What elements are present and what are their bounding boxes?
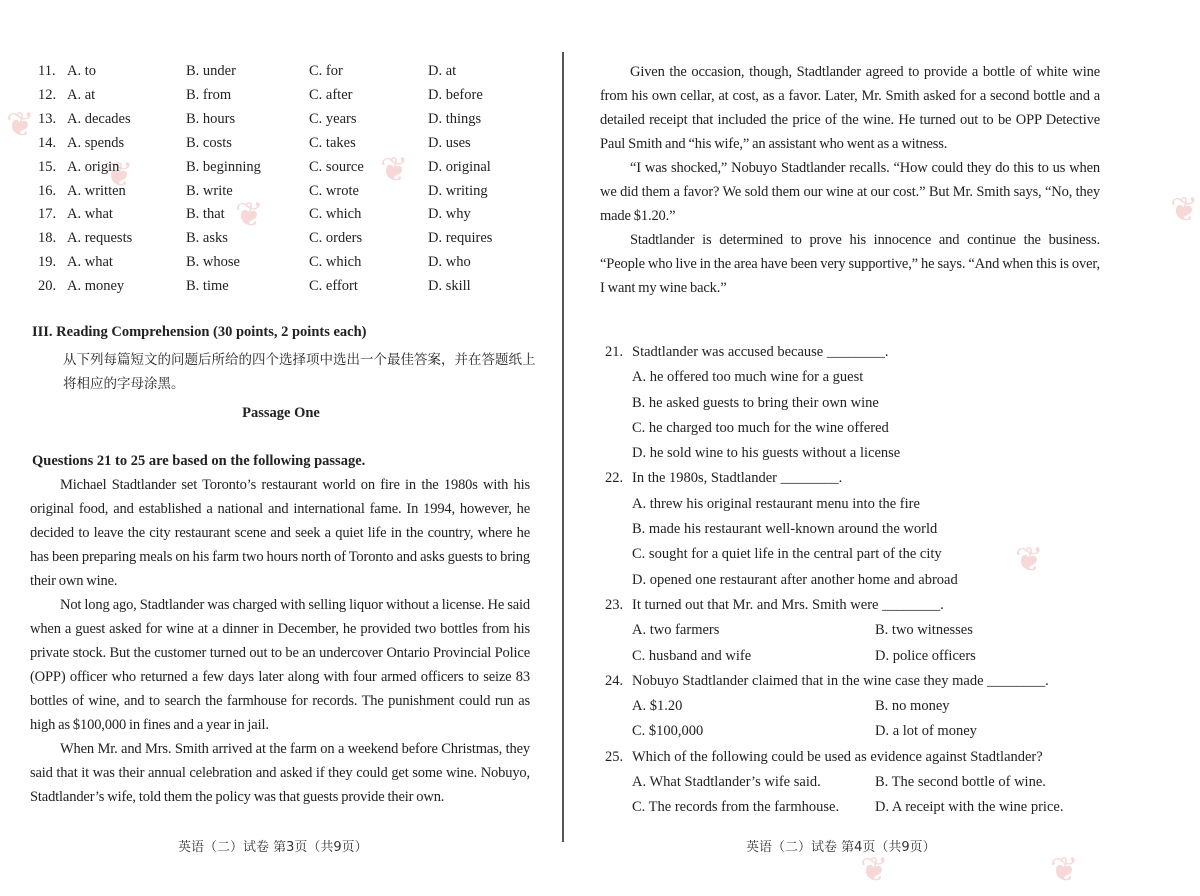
option-c[interactable]: C. which (309, 254, 362, 271)
question-22: 22. In the 1980s, Stadtlander ________. (605, 470, 843, 487)
option-a[interactable]: A. what (67, 206, 113, 223)
option[interactable]: C. $100,000 (632, 723, 704, 740)
question-25: 25. Which of the following could be used as evidence against Stadtlander? (605, 748, 1043, 765)
option[interactable]: B. made his restaurant well-known around the world (632, 521, 938, 538)
question-number: 12. (38, 86, 57, 103)
passage-left-column (30, 473, 530, 809)
passage-paragraph: Michael Stadtlander set Toronto’s restaurant world on fire in the 1980s with his original food, and established a national and international fame. In 1994, however, he decided to leave the city restaurant scene and seek a quiet life in the country, where he has been preparing meals on his farm two hours north of Toronto and asks guests to bring their own wine. (30, 477, 530, 589)
passage-title: Passage One (242, 405, 320, 421)
option[interactable]: D. a lot of money (875, 723, 977, 740)
option-a[interactable]: A. requests (67, 230, 133, 247)
passage-paragraph: When Mr. and Mrs. Smith arrived at the farm on a weekend before Christmas, they said that it was their annual celebration and asked if they could get some wine. Nobuyo, Stadtlander’s wife, told them the policy was that guests provide their own. (30, 741, 530, 805)
question-number: 11. (38, 63, 56, 79)
option[interactable]: A. he offered too much wine for a guest (632, 369, 864, 386)
option-b[interactable]: B. whose (186, 254, 240, 271)
option-d[interactable]: D. original (428, 158, 491, 175)
option-c[interactable]: C. which (309, 206, 362, 223)
option-a[interactable]: A. spends (67, 134, 125, 151)
option-d[interactable]: D. before (428, 86, 483, 103)
passage-paragraph: Given the occasion, though, Stadtlander agreed to provide a bottle of white wine from his own cellar, at cost, as a favor. Later, Mr. Smith asked for a second bottle and a detailed receipt that included the price of the wine. He turned out to be OPP Detective Paul Smith and “his wife,” an assistant who went as a witness. (600, 64, 1100, 152)
option-a[interactable]: A. origin (67, 158, 120, 175)
option-a[interactable]: A. at (67, 86, 96, 103)
passage-paragraph: Not long ago, Stadtlander was charged with selling liquor without a license. He said when a guest asked for wine at a dinner in December, he provided two bottles from his private stock. But the customer turned out to be an undercover Ontario Provincial Police (OPP) officer who returned a few days later along with four armed officers to seize 83 bottles of wine, and to search the farmhouse for records. The punishment could run as high as $100,000 in fines and a year in jail. (30, 597, 530, 733)
option[interactable]: C. husband and wife (632, 647, 752, 664)
section-instruction: 从下列每篇短文的问题后所给的四个选择项中选出一个最佳答案，并在答题纸上 (63, 352, 536, 368)
option[interactable]: C. he charged too much for the wine offered (632, 419, 889, 436)
option-d[interactable]: D. requires (428, 230, 493, 247)
option-d[interactable]: D. things (428, 110, 482, 127)
option-b[interactable]: B. hours (186, 110, 236, 127)
option-c[interactable]: C. for (309, 63, 343, 79)
watermark-icon: ❦ (105, 157, 134, 194)
watermark-icon: ❦ (860, 852, 889, 889)
question-23: 23. It turned out that Mr. and Mrs. Smith were ________. (605, 596, 944, 613)
watermark-icon: ❦ (380, 152, 409, 189)
question-number: 15. (38, 158, 57, 175)
option-c[interactable]: C. orders (309, 230, 363, 247)
option[interactable]: D. police officers (875, 647, 976, 664)
option-c[interactable]: C. effort (309, 278, 358, 295)
option-b[interactable]: B. beginning (186, 158, 261, 175)
page-footer-left: 英语（二）试卷 第3页（共9页） (178, 840, 368, 855)
option-d[interactable]: D. why (428, 206, 471, 223)
option-d[interactable]: D. writing (428, 182, 488, 199)
question-list (605, 340, 1100, 821)
option-b[interactable]: B. time (186, 278, 229, 295)
question-number: 19. (38, 254, 57, 271)
option-d[interactable]: D. who (428, 254, 471, 271)
option[interactable]: D. A receipt with the wine price. (875, 799, 1064, 816)
page-divider (562, 52, 564, 842)
option[interactable]: A. $1.20 (632, 698, 683, 715)
section-instruction: 将相应的字母涂黑。 (63, 376, 185, 392)
option-b[interactable]: B. from (186, 86, 232, 103)
watermark-icon: ❦ (235, 197, 264, 234)
option-a[interactable]: A. decades (67, 110, 131, 127)
option-c[interactable]: C. takes (309, 134, 356, 151)
option-b[interactable]: B. asks (186, 230, 228, 247)
option-d[interactable]: D. at (428, 63, 457, 79)
question-24: 24. Nobuyo Stadtlander claimed that in the wine case they made ________. (605, 672, 1049, 689)
passage-paragraph: Stadtlander is determined to prove his innocence and continue the business. “People who live in the area have been very supportive,” he says. “And when this is over, I want my wine back.” (600, 232, 1100, 296)
option-d[interactable]: D. uses (428, 134, 471, 151)
question-number: 17. (38, 206, 57, 223)
option-c[interactable]: C. after (309, 86, 353, 103)
passage-paragraph: “I was shocked,” Nobuyo Stadtlander recalls. “How could they do this to us when we did them a favor? We sold them our wine at our cost.” But Mr. Smith says, “No, they made $1.20.” (600, 160, 1100, 224)
option-a[interactable]: A. money (67, 278, 125, 295)
watermark-icon: ❦ (6, 107, 35, 144)
option[interactable]: A. threw his original restaurant menu into the fire (632, 495, 920, 512)
passage-right-column (600, 60, 1100, 300)
option-b[interactable]: B. write (186, 182, 233, 199)
option[interactable]: B. two witnesses (875, 622, 973, 639)
option-d[interactable]: D. skill (428, 278, 471, 295)
option[interactable]: C. sought for a quiet life in the central part of the city (632, 546, 942, 563)
option[interactable]: B. he asked guests to bring their own wine (632, 394, 879, 411)
question-number: 20. (38, 278, 57, 295)
option[interactable]: D. opened one restaurant after another home and abroad (632, 571, 958, 588)
option[interactable]: A. What Stadtlander’s wife said. (632, 774, 821, 791)
option-c[interactable]: C. wrote (309, 182, 359, 199)
questions-header: Questions 21 to 25 are based on the following passage. (32, 453, 366, 469)
watermark-icon: ❦ (1015, 542, 1044, 579)
option-b[interactable]: B. that (186, 206, 225, 223)
question-number: 18. (38, 230, 57, 247)
option[interactable]: B. no money (875, 698, 950, 715)
page-footer-right: 英语（二）试卷 第4页（共9页） (746, 840, 936, 855)
option-b[interactable]: B. costs (186, 134, 232, 151)
question-number: 14. (38, 134, 57, 151)
option[interactable]: B. The second bottle of wine. (875, 774, 1046, 791)
option-a[interactable]: A. what (67, 254, 113, 271)
question-number: 13. (38, 110, 57, 127)
question-21: 21. Stadtlander was accused because ________. (605, 344, 889, 360)
option[interactable]: C. The records from the farmhouse. (632, 799, 840, 816)
watermark-icon: ❦ (1050, 852, 1079, 889)
option[interactable]: D. he sold wine to his guests without a license (632, 445, 901, 462)
option-c[interactable]: C. source (309, 158, 364, 175)
option-b[interactable]: B. under (186, 63, 236, 79)
option[interactable]: A. two farmers (632, 622, 720, 639)
option-a[interactable]: A. to (67, 63, 96, 79)
section-title: III. Reading Comprehension (30 points, 2 points each) (32, 324, 367, 340)
watermark-icon: ❦ (1170, 192, 1199, 229)
option-a[interactable]: A. written (67, 182, 126, 199)
option-c[interactable]: C. years (309, 110, 357, 127)
question-number: 16. (38, 182, 57, 199)
